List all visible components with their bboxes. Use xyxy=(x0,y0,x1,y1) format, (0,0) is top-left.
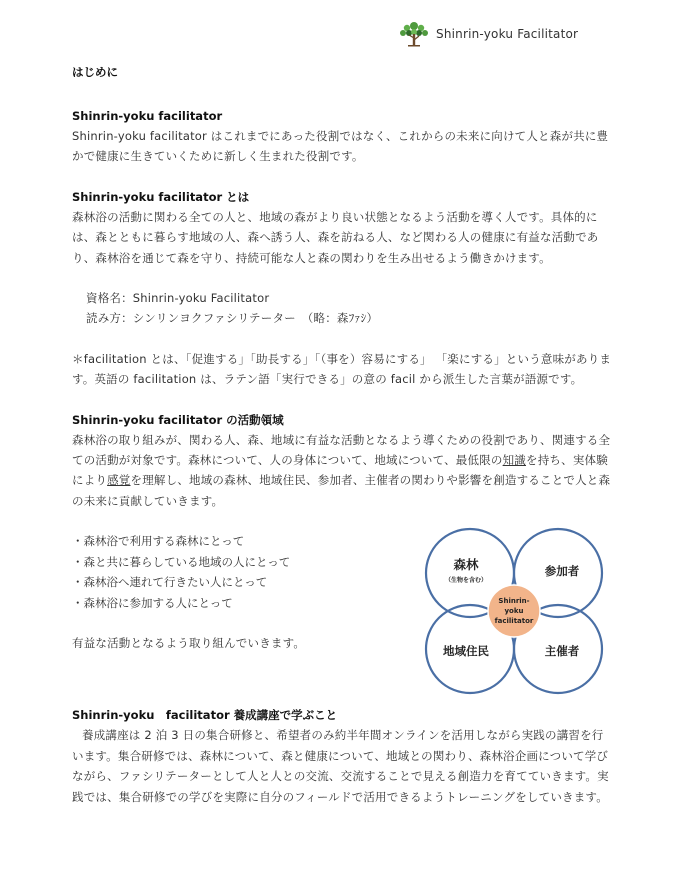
section3-text-after: を理解し、地域の森林、地域住民、参加者、主催者の関わりや影響を創造することで人と森の未来に貢献していきます。 xyxy=(72,473,611,508)
section3-text-before: 森林浴の取り組みが、関わる人、森、地域に有益な活動となるよう導くための役割であり、関連する全ての活動が対象です。森林について、人の身体について、地域について、最低限の xyxy=(72,432,611,468)
venn-diagram xyxy=(422,525,607,695)
center-line-2: yoku xyxy=(504,607,524,616)
label-residents: 地域住民 xyxy=(443,644,489,659)
section4-body: 養成講座は 2 泊 3 日の集合研修と、希望者のみ約半年間オンラインを活用しながら実践の講習を行います。集合研修では、森林について、森と健康について、地域との関わり、森林浴企画について学びながら、ファシリテーターとして人と人との交流、交流することで見える創造力を育てていきます。実践では、集合研修での学びを実際に自分のフィールドで活用できるようトレーニングをしていきます。 xyxy=(72,728,609,804)
qualification-name: 資格名：Shinrin-yoku Facilitator xyxy=(86,291,270,306)
list-item: ・森と共に暮らしている地域の人にとって xyxy=(72,554,291,569)
section2-text: 森林浴の活動に関わる全ての人と、地域の森がより良い状態となるよう活動を導く人です。具体的には、森とともに暮らす地域の人、森へ誘う人、森を訪ねる人、など関わる人の健康に有益な活動であり、森林浴を通じて森を守り、持続可能な人と森の関わりを生み出せるよう働きかけます。 xyxy=(72,209,599,265)
section1-text: Shinrin-yoku facilitator はこれまでにあった役割ではなく、これからの未来に向けて人と森が共に豊かで健康に生きていくために新しく生まれた役割です。 xyxy=(72,129,609,164)
main-content xyxy=(72,62,612,807)
section2-heading: Shinrin-yoku facilitator とは xyxy=(72,189,250,204)
center-line-3: facilitator xyxy=(494,617,534,626)
label-forest: 森林 xyxy=(453,557,479,573)
list-item: ・森林浴へ連れて行きたい人にとって xyxy=(72,575,268,590)
facilitation-note: ＊facilitation とは、「促進する」「助長する」「（事を）容易にする」 「楽にする」という意味があります。英語の facilitation は、ラテン語「実行できる」の意の facil から派生した言葉が語源です。 xyxy=(72,351,612,387)
logo-text: Shinrin-yoku Facilitator xyxy=(436,27,579,41)
label-organizers: 主催者 xyxy=(544,644,580,659)
section3-text-mid: を持ち、実体験により xyxy=(72,453,608,488)
section4-heading: Shinrin-yoku facilitator 養成講座で学ぶこと xyxy=(72,708,338,723)
section4-text xyxy=(72,725,612,807)
section3-text xyxy=(72,430,612,512)
tree-icon xyxy=(398,20,430,48)
section1-heading: Shinrin-yoku facilitator xyxy=(72,109,223,123)
qualification-reading: 読み方：シンリンヨクファシリテーター （略：森ﾌｧｼ） xyxy=(86,311,379,326)
activity-area xyxy=(72,531,612,691)
intro-title: はじめに xyxy=(72,65,118,79)
section3-heading: Shinrin-yoku facilitator の活動領域 xyxy=(72,412,284,427)
list-item: ・森林浴に参加する人にとって xyxy=(72,595,233,610)
activity-bullets xyxy=(72,531,412,613)
center-line-1: Shinrin- xyxy=(498,597,530,606)
word-sense: 感覚 xyxy=(107,473,131,488)
label-participants: 参加者 xyxy=(544,564,580,579)
activity-list-block xyxy=(72,531,412,653)
word-knowledge: 知識 xyxy=(502,453,527,468)
sublabel-forest: （生物を含む） xyxy=(444,577,488,585)
header-logo xyxy=(398,20,578,48)
list-item: ・森林浴で利用する森林にとって xyxy=(72,534,245,549)
activity-closing: 有益な活動となるよう取り組んでいきます。 xyxy=(72,635,306,650)
